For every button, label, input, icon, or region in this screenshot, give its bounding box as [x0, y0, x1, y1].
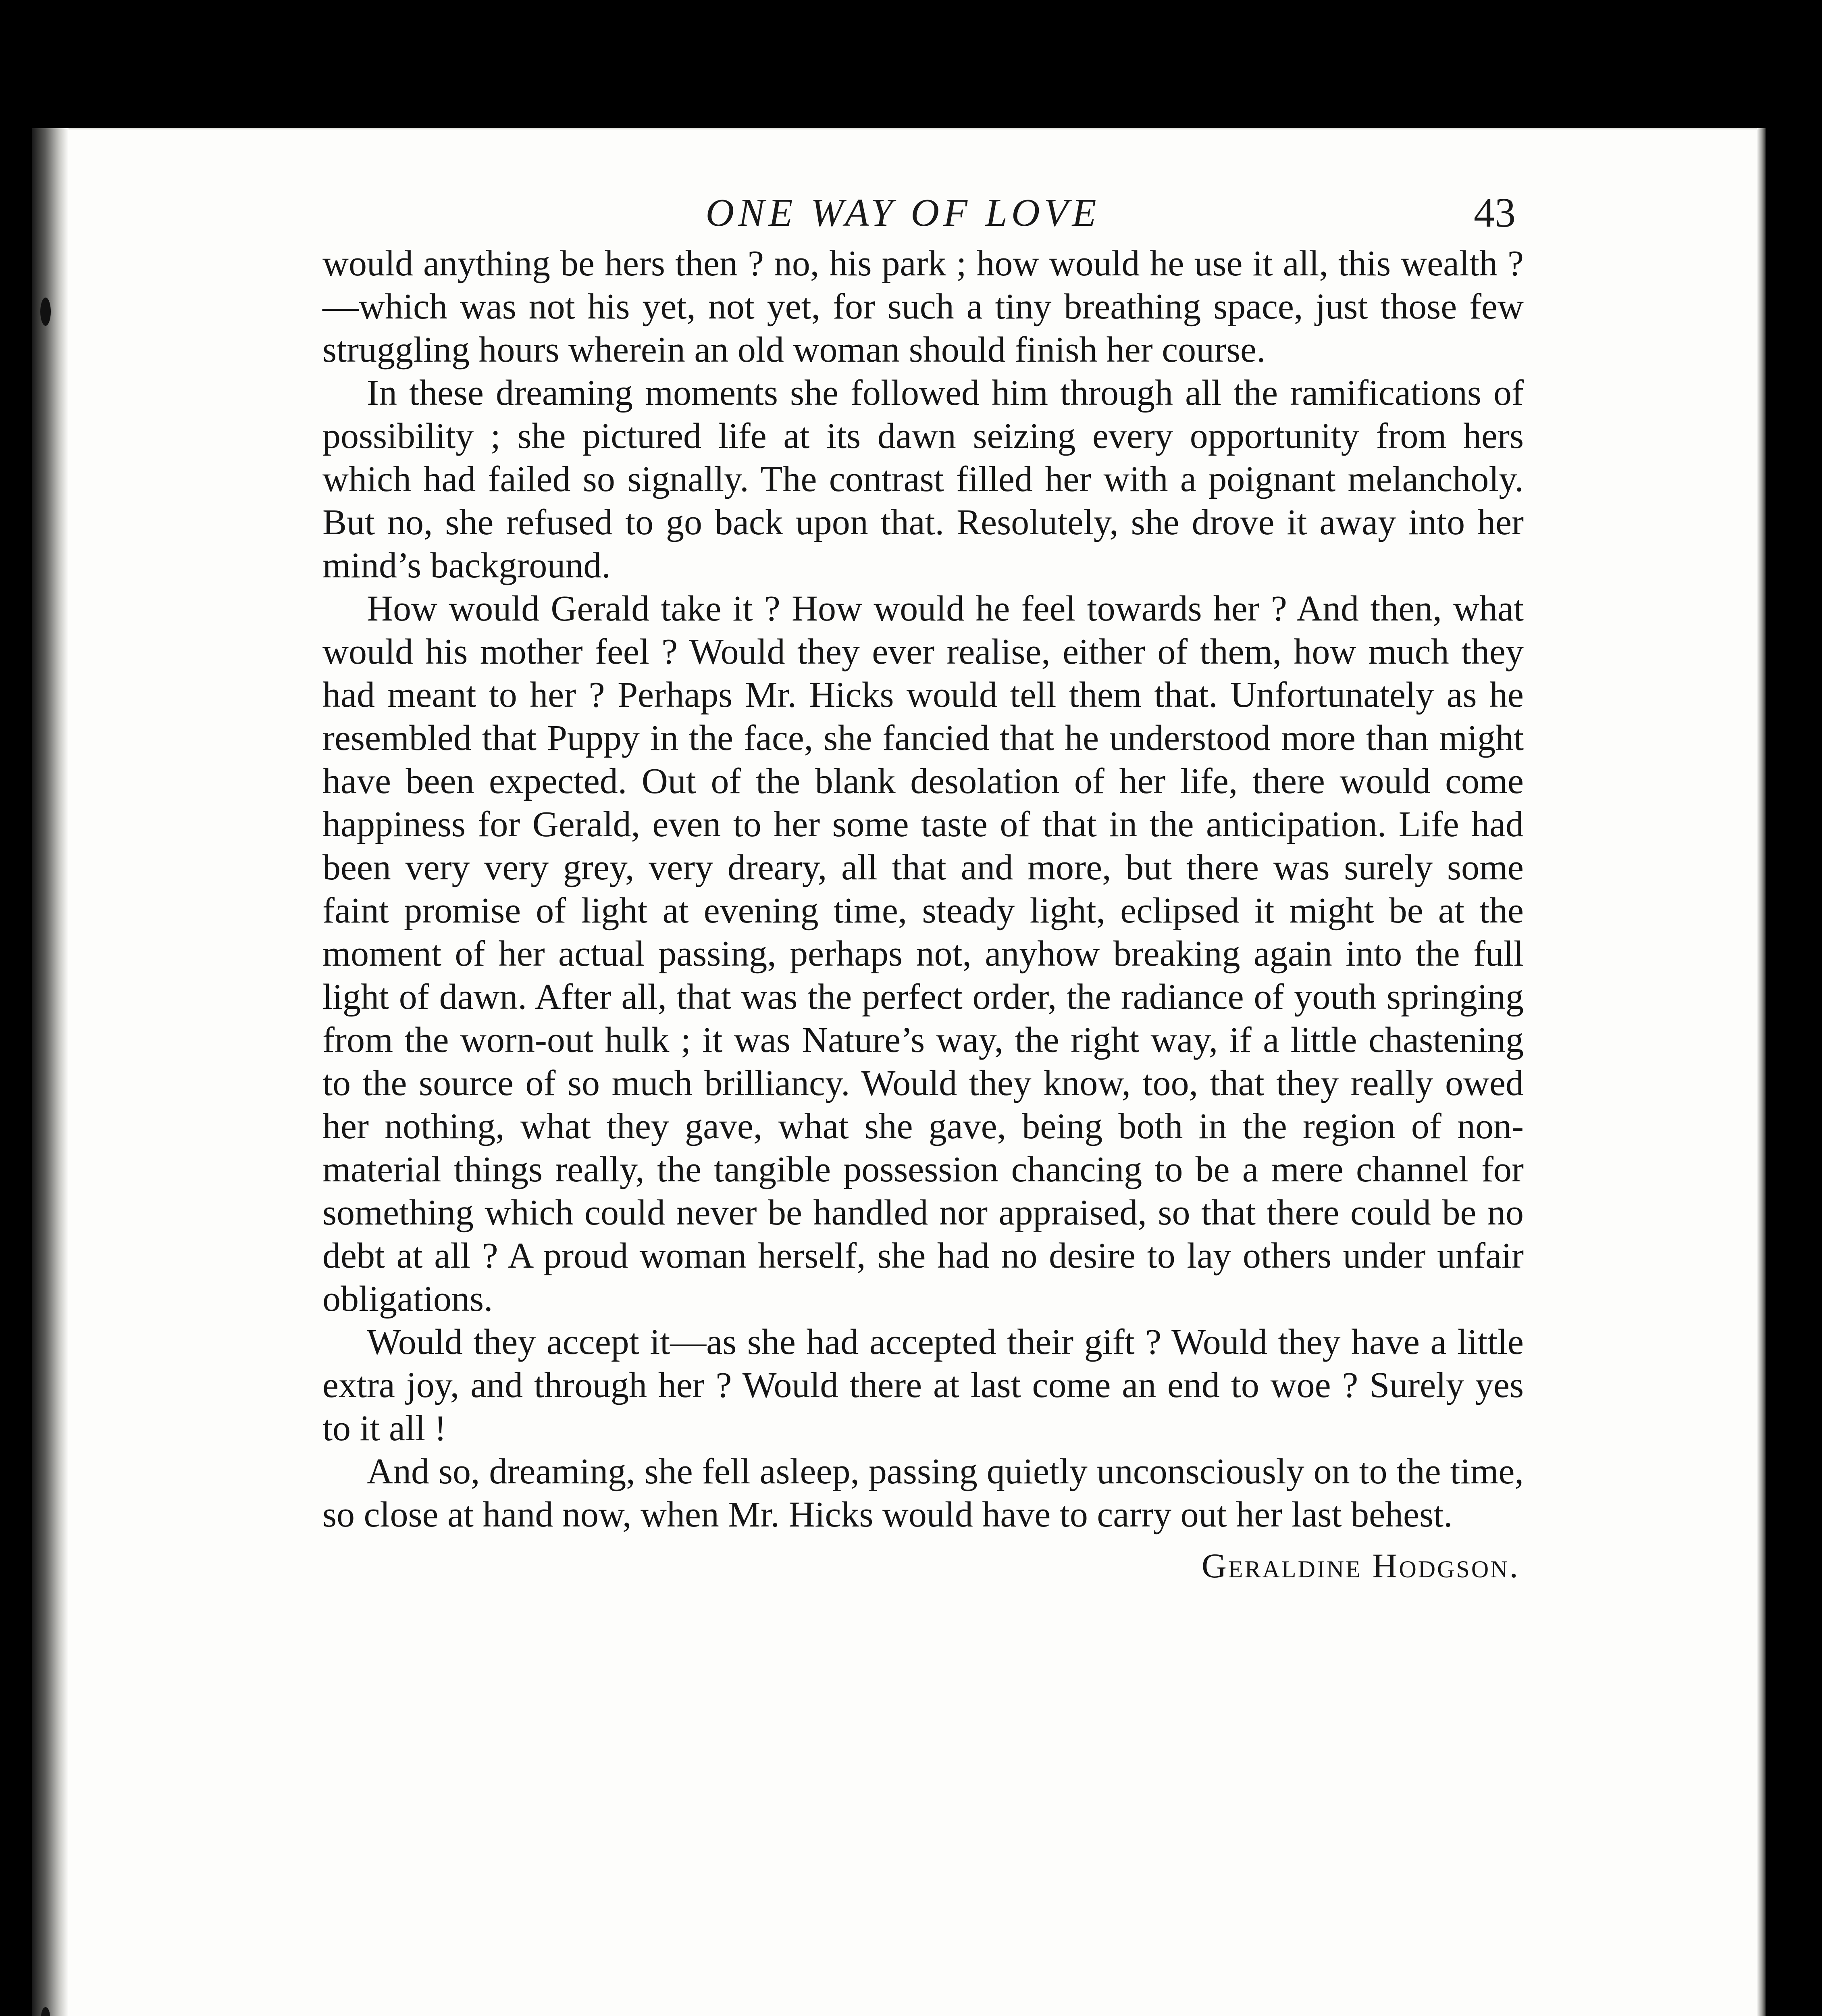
- paragraph-2: In these dreaming moments she followed him through all the ramifications of possibility ; she pictured life at its dawn seizing every opportunity from hers which had failed so signally. The contrast filled her with a poignant melancholy. But no, she refused to go back upon that. Resolutely, she drove it away into her mind’s background.: [322, 373, 1524, 585]
- page-gutter-shadow: [32, 128, 69, 2016]
- author-signature: Geraldine Hodgson.: [1201, 1546, 1520, 1585]
- binding-mark: [40, 298, 51, 326]
- paragraph-4: Would they accept it—as she had accepted their gift ? Would they have a little extra joy, and through her ? Would there at last come an end to woe ? Surely yes to it all !: [322, 1322, 1524, 1448]
- paragraph-3: How would Gerald take it ? How would he feel towards her ? And then, what would his mother feel ? Would they ever realise, either of them, how much they had meant to her ? Perhaps Mr. Hicks would tell them that. Unfortunately as he resembled that Puppy in the face, she fancied that he understood more than might have been expected. Out of the blank desolation of her life, there would come happiness for Gerald, even to her some taste of that in the anticipation. Life had been very very grey, very dreary, all that and more, but there was surely some faint promise of light at evening time, steady light, eclipsed it might be at the moment of her actual passing, perhaps not, anyhow breaking again into the full light of dawn. After all, that was the perfect order, the radiance of youth springing from the worn-out hulk ; it was Nature’s way, the right way, if a little chastening to the source of so much brilliancy. Would they know, too, that they really owed her nothing, what they gave, what she gave, being both in the region of non-material things really, the tangible possession chancing to be a mere channel for something which could never be handled nor appraised, so that there could be no debt at all ? A proud woman herself, she had no desire to lay others under unfair obligations.: [322, 589, 1524, 1319]
- running-head: [290, 185, 1516, 241]
- paragraph-1: would anything be hers then ? no, his park ; how would he use it all, this wealth ?—which was not his yet, not yet, for such a tiny breathing space, just those few struggling hours wherein an old woman should finish her course.: [322, 244, 1524, 370]
- paragraph-5: And so, dreaming, she fell asleep, passing quietly unconsciously on to the time, so close at hand now, when Mr. Hicks would have to carry out her last behest.: [322, 1452, 1524, 1535]
- page-right-edge: [1757, 128, 1766, 2016]
- body-text: [322, 242, 1524, 1587]
- running-title: ONE WAY OF LOVE: [705, 191, 1100, 235]
- page-number: 43: [1474, 190, 1516, 236]
